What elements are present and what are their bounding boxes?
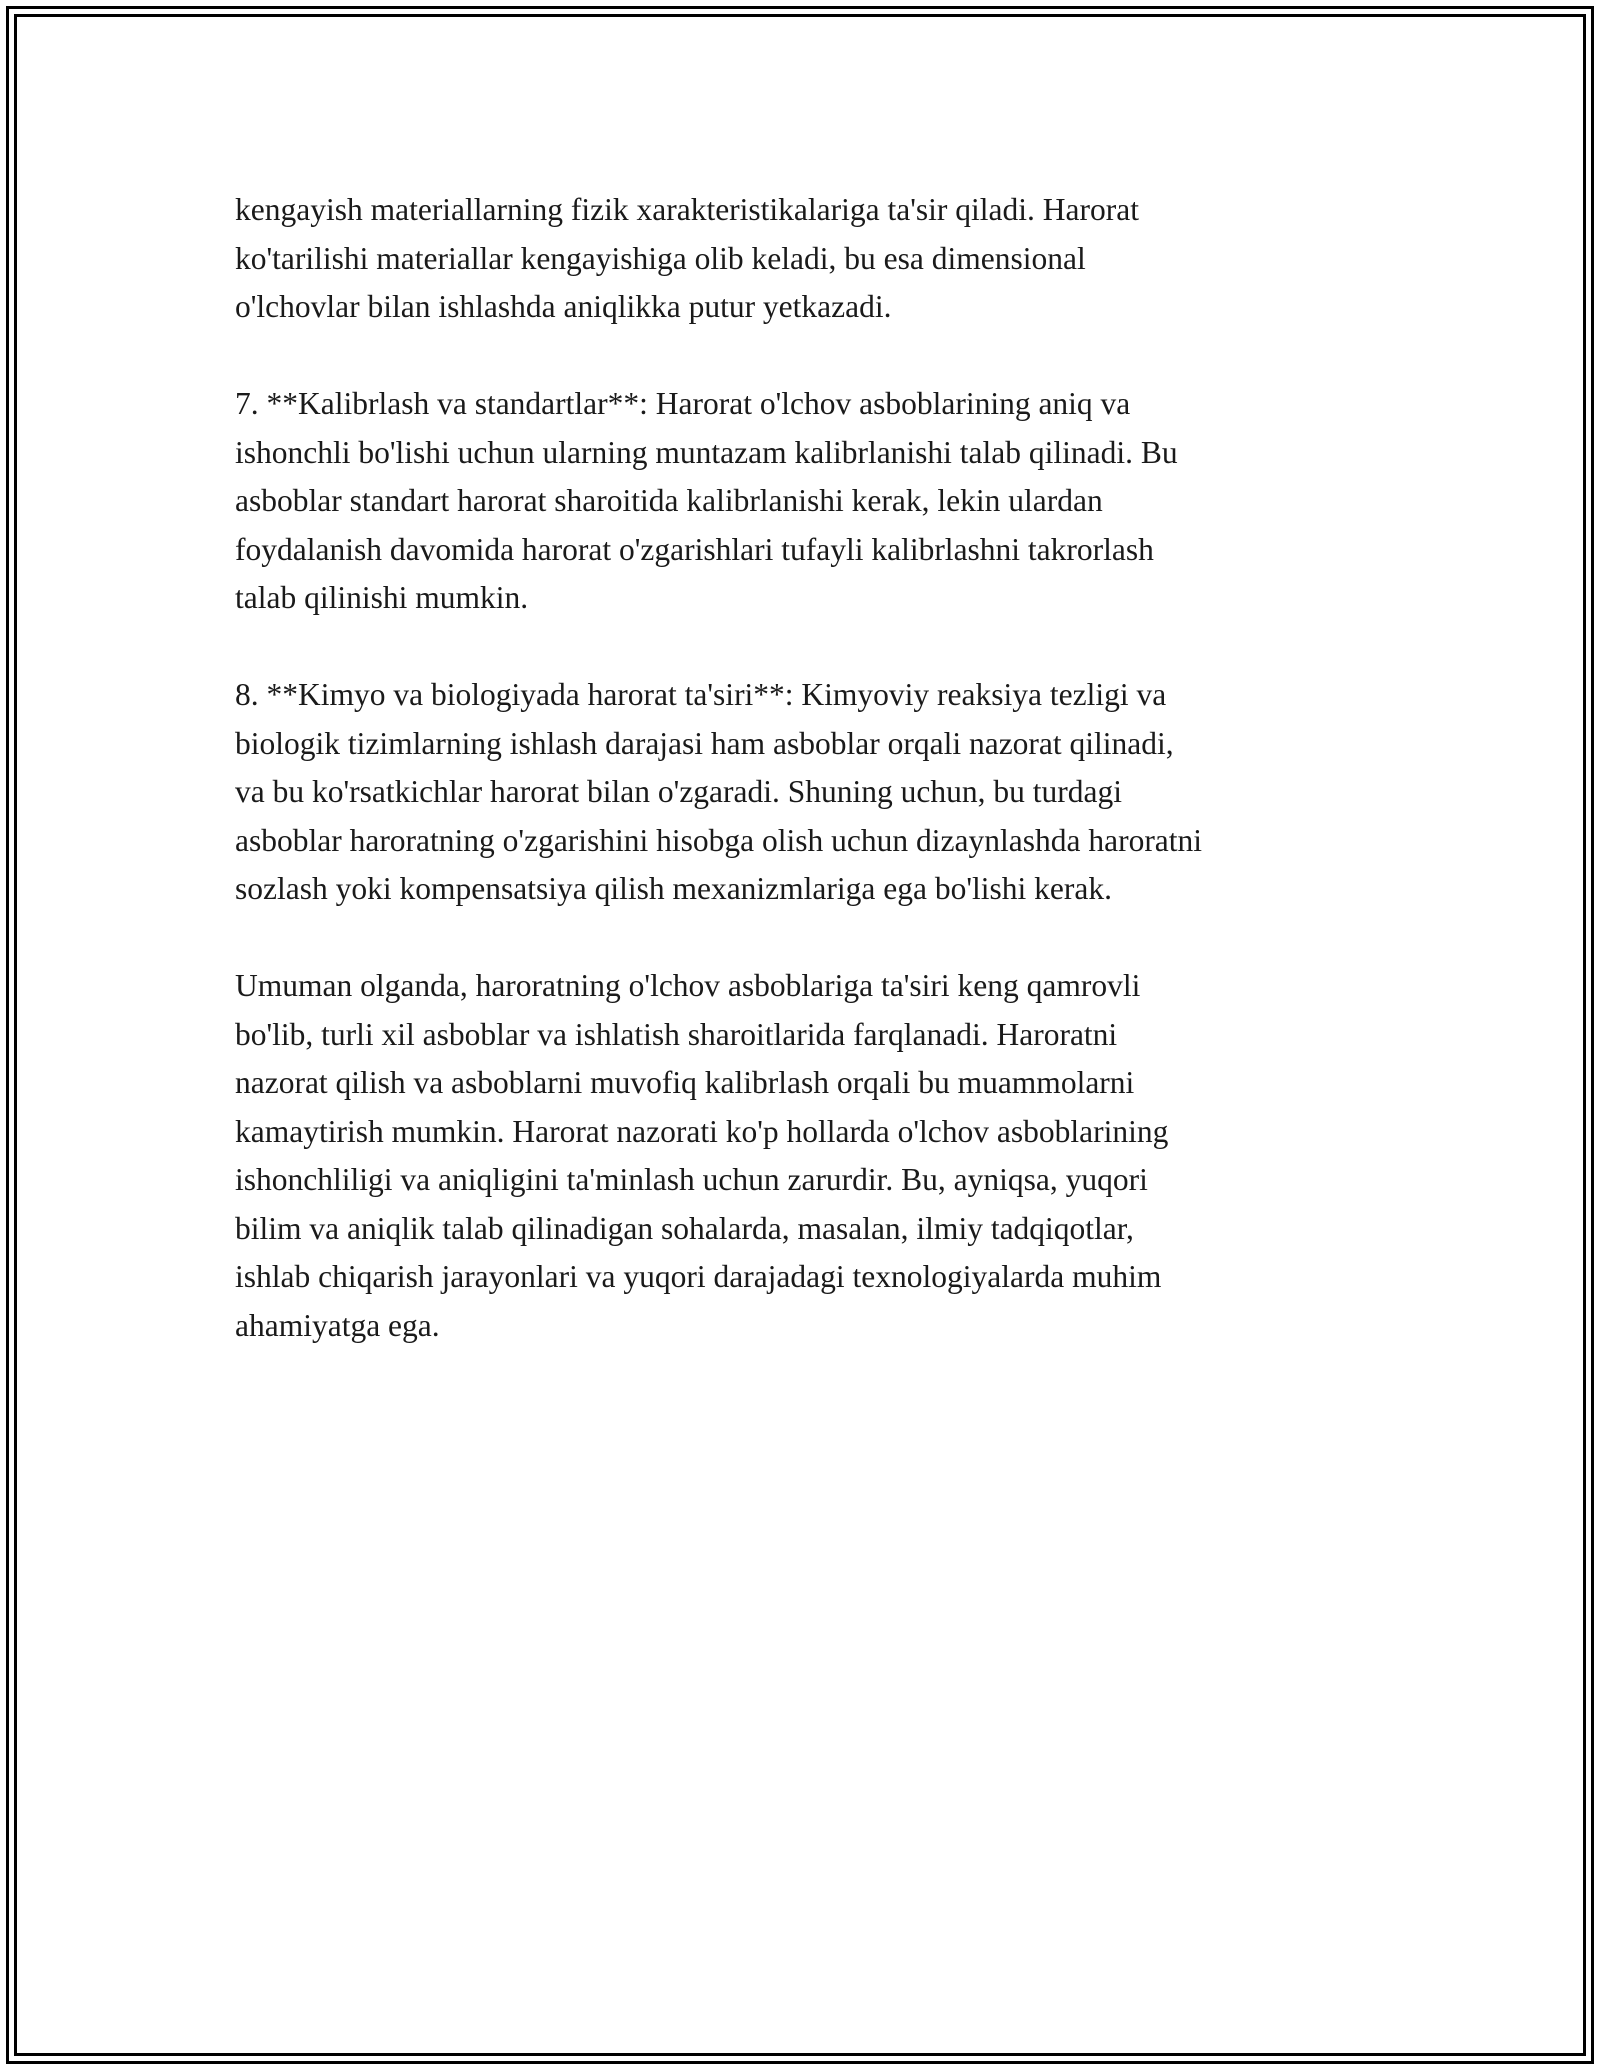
paragraph-calibration-standards: 7. **Kalibrlash va standartlar**: Harorat o'lchov asboblarining aniq va ishonchli bo'lishi uchun ularning muntazam kalibrlanishi talab qilinadi. Bu asboblar standart harorat sharoitida kalibrlanishi kerak, lekin ulardan foydalanish davomida harorat o'zgarishlari tufayli kalibrlashni takrorlash talab qilinishi mumkin.: [235, 386, 1178, 615]
paragraph-conclusion: Umuman olganda, haroratning o'lchov asboblariga ta'siri keng qamrovli bo'lib, turli xil asboblar va ishlatish sharoitlarida farqlanadi. Haroratni nazorat qilish va asboblarni muvofiq kalibrlash orqali bu muammolarni kamaytirish mumkin. Harorat nazorati ko'p hollarda o'lchov asboblarining ishonchliligi va aniqligini ta'minlash uchun zarurdir. Bu, ayniqsa, yuqori bilim va aniqlik talab qilinadigan sohalarda, masalan, ilmiy tadqiqotlar, ishlab chiqarish jarayonlari va yuqori darajadagi texnologiyalarda muhim ahamiyatga ega.: [235, 968, 1169, 1343]
paragraph-chemistry-biology: 8. **Kimyo va biologiyada harorat ta'siri**: Kimyoviy reaksiya tezligi va biologik tizimlarning ishlash darajasi ham asboblar orqali nazorat qilinadi, va bu ko'rsatkichlar harorat bilan o'zgaradi. Shuning uchun, bu turdagi asboblar haroratning o'zgarishini hisobga olish uchun dizaynlashda haroratni sozlash yoki kompensatsiya qilish mexanizmlariga ega bo'lishi kerak.: [235, 677, 1203, 906]
paragraph-thermal-expansion: kengayish materiallarning fizik xarakteristikalariga ta'sir qiladi. Harorat ko'tarilishi materiallar kengayishiga olib keladi, bu esa dimensional o'lchovlar bilan ishlashda aniqlikka putur yetkazadi.: [235, 192, 1139, 324]
document-body: [235, 186, 1375, 1350]
